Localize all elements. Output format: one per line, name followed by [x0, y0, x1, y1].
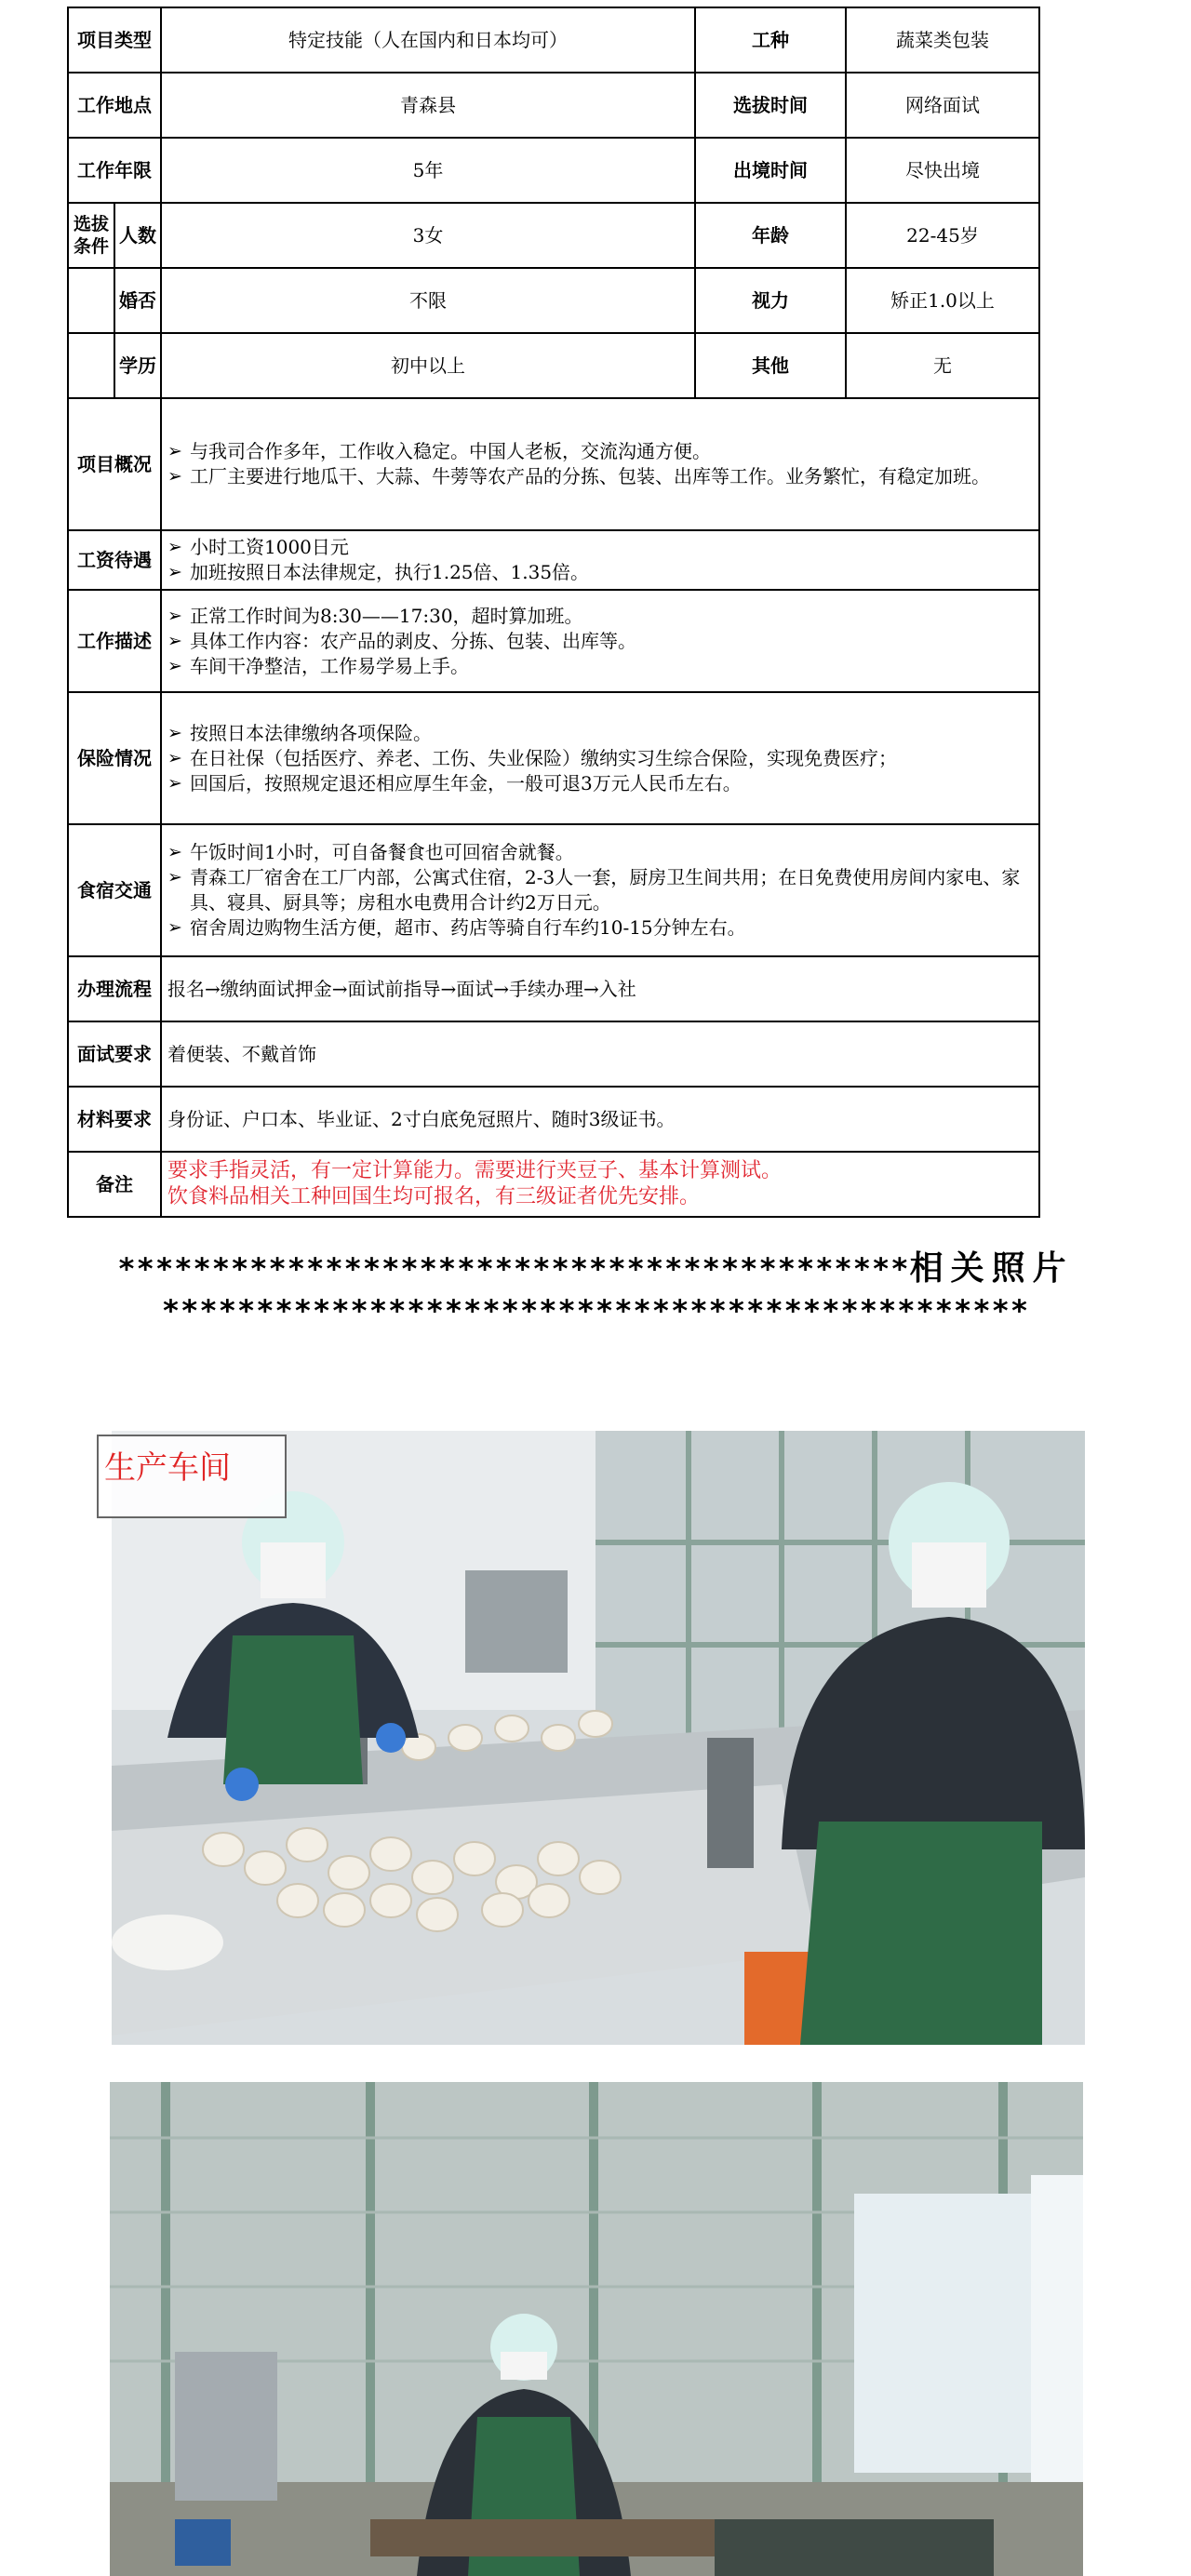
- remark-line: 饮食料品相关工种回国生均可报名，有三级证者优先安排。: [167, 1185, 701, 1208]
- food-item: ➢ 宿舍周边购物生活方便，超市、药店等骑自行车约10-15分钟左右。: [167, 915, 1033, 941]
- label-project-type: 项目类型: [68, 7, 161, 73]
- overview-cell: [161, 398, 1039, 530]
- insurance-cell: [161, 692, 1039, 824]
- insurance-item: ➢ 在日社保（包括医疗、养老、工伤、失业保险）缴纳实习生综合保险，实现免费医疗；: [167, 746, 1033, 771]
- photo-caption-box: [97, 1435, 287, 1518]
- label-overview: 项目概况: [68, 398, 161, 530]
- food-lodging-cell: [161, 824, 1039, 956]
- food-item: ➢ 青森工厂宿舍在工厂内部，公寓式住宿，2-3人一套，厨房卫生间共用；在日免费使用房间内家电、家具、寝具、厨具等；房租水电费用合计约2万日元。: [167, 865, 1033, 915]
- remark-line: 要求手指灵活，有一定计算能力。需要进行夹豆子、基本计算测试。: [167, 1159, 783, 1182]
- workshop-photo: [112, 1431, 1085, 2045]
- workshop-photo-illustration: [112, 1431, 1085, 2045]
- label-materials: 材料要求: [68, 1087, 161, 1152]
- label-other: 其他: [695, 333, 846, 398]
- value-work-location: 青森县: [161, 73, 695, 138]
- label-interview: 面试要求: [68, 1021, 161, 1087]
- work-item: ➢ 正常工作时间为8:30——17:30，超时算加班。: [167, 604, 1033, 629]
- warehouse-photo-illustration: [110, 2082, 1083, 2576]
- overview-item: ➢ 工厂主要进行地瓜干、大蒜、牛蒡等农产品的分拣、包装、出库等工作。业务繁忙，有稳定加班。: [167, 464, 1033, 489]
- label-eyesight: 视力: [695, 268, 846, 333]
- food-item: ➢ 午饭时间1小时，可自备餐食也可回宿舍就餐。: [167, 840, 1033, 865]
- star-divider: ******************************************: [117, 1251, 910, 1287]
- label-remarks: 备注: [68, 1152, 161, 1217]
- value-job-type: 蔬菜类包装: [846, 7, 1039, 73]
- value-eyesight: 矫正1.0以上: [846, 268, 1039, 333]
- value-work-years: 5年: [161, 138, 695, 203]
- label-headcount: 人数: [114, 203, 161, 268]
- value-departure-time: 尽快出境: [846, 138, 1039, 203]
- insurance-item: ➢ 按照日本法律缴纳各项保险。: [167, 721, 1033, 746]
- value-project-type: 特定技能（人在国内和日本均可）: [161, 7, 695, 73]
- work-description-cell: [161, 590, 1039, 692]
- work-item: ➢ 车间干净整洁，工作易学易上手。: [167, 654, 1033, 679]
- star-divider: **********************************************: [161, 1293, 1030, 1328]
- insurance-item: ➢ 回国后，按照规定退还相应厚生年金，一般可退3万元人民币左右。: [167, 771, 1033, 796]
- label-selection-conditions: 选拔条件: [68, 203, 114, 268]
- label-salary: 工资待遇: [68, 530, 161, 590]
- label-insurance: 保险情况: [68, 692, 161, 824]
- salary-item: ➢ 小时工资1000日元: [167, 535, 1033, 560]
- value-education: 初中以上: [161, 333, 695, 398]
- value-marital: 不限: [161, 268, 695, 333]
- warehouse-photo: [110, 2082, 1083, 2576]
- label-food-lodging: 食宿交通: [68, 824, 161, 956]
- label-marital: 婚否: [114, 268, 161, 333]
- overview-item: ➢ 与我司合作多年，工作收入稳定。中国人老板，交流沟通方便。: [167, 439, 1033, 464]
- label-selection-time: 选拔时间: [695, 73, 846, 138]
- label-work-years: 工作年限: [68, 138, 161, 203]
- label-departure-time: 出境时间: [695, 138, 846, 203]
- value-selection-time: 网络面试: [846, 73, 1039, 138]
- recruitment-table: [67, 7, 1040, 1218]
- empty-cell: [68, 333, 114, 398]
- value-age: 22-45岁: [846, 203, 1039, 268]
- value-other: 无: [846, 333, 1039, 398]
- section-heading: [0, 1242, 1191, 1289]
- photo-caption: 生产车间: [104, 1449, 231, 1487]
- label-age: 年龄: [695, 203, 846, 268]
- value-materials: 身份证、户口本、毕业证、2寸白底免冠照片、随时3级证书。: [161, 1087, 1039, 1152]
- work-item: ➢ 具体工作内容：农产品的剥皮、分拣、包装、出库等。: [167, 629, 1033, 654]
- salary-cell: [161, 530, 1039, 590]
- label-education: 学历: [114, 333, 161, 398]
- value-process: 报名→缴纳面试押金→面试前指导→面试→手续办理→入社: [161, 956, 1039, 1021]
- value-interview: 着便装、不戴首饰: [161, 1021, 1039, 1087]
- remarks-cell: [161, 1152, 1039, 1217]
- salary-item: ➢ 加班按照日本法律规定，执行1.25倍、1.35倍。: [167, 560, 1033, 585]
- section-title: 相关照片: [909, 1249, 1074, 1288]
- empty-cell: [68, 268, 114, 333]
- label-job-type: 工种: [695, 7, 846, 73]
- value-headcount: 3女: [161, 203, 695, 268]
- label-process: 办理流程: [68, 956, 161, 1021]
- label-work-location: 工作地点: [68, 73, 161, 138]
- label-work-description: 工作描述: [68, 590, 161, 692]
